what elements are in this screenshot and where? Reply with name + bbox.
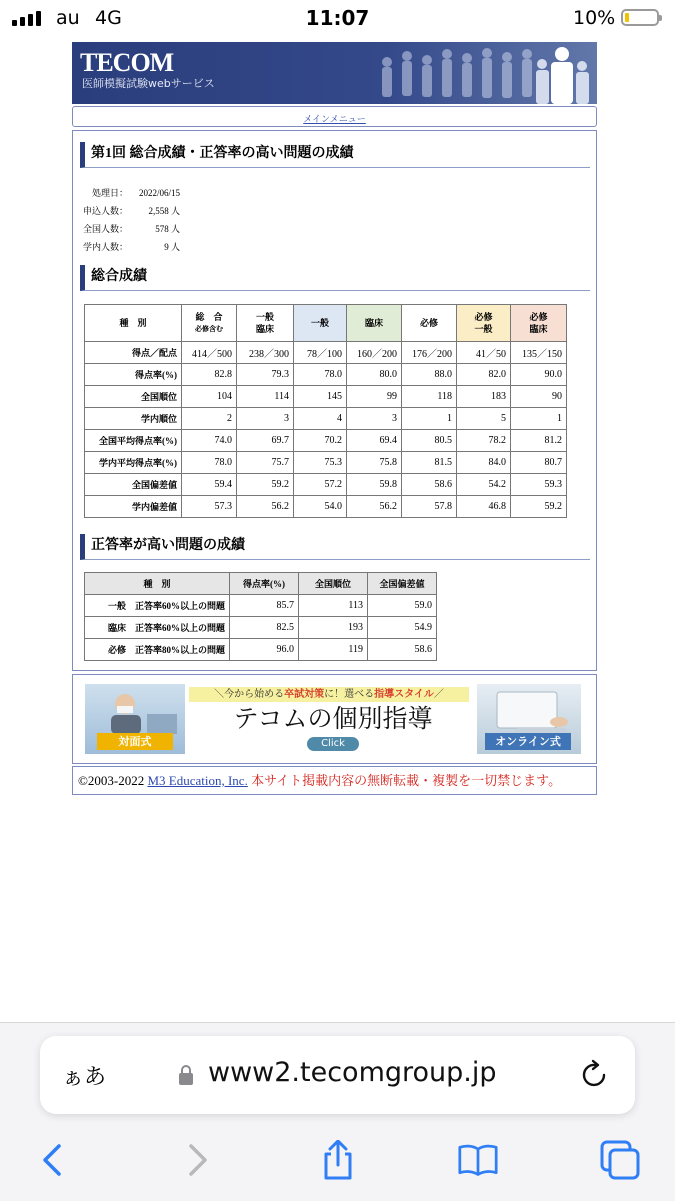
table-cell: 183 [457, 386, 511, 408]
table-cell: 56.2 [237, 496, 294, 518]
online-photo [477, 684, 581, 754]
row-label: 得点／配点 [85, 342, 182, 364]
table-cell: 58.6 [368, 639, 437, 661]
table-cell: 78.0 [182, 452, 237, 474]
table-row [85, 386, 567, 408]
column-header-line2: 臨床 [529, 324, 548, 334]
company-link[interactable]: M3 Education, Inc. [147, 773, 248, 788]
overall-results-table [84, 304, 567, 518]
column-header [294, 305, 347, 342]
in-person-tag: 対面式 [97, 733, 173, 750]
column-header-line2: 臨床 [255, 324, 274, 334]
table-cell: 59.2 [237, 474, 294, 496]
row-label: 得点率(%) [85, 364, 182, 386]
table-cell: 59.2 [511, 496, 567, 518]
table-cell: 80.0 [347, 364, 402, 386]
table-row [85, 342, 567, 364]
column-header-line1: 必修 [529, 312, 548, 322]
table-row [85, 595, 437, 617]
column-header: 種 別 [85, 573, 230, 595]
column-header [182, 305, 237, 342]
table-cell: 75.3 [294, 452, 347, 474]
table-cell: 90 [511, 386, 567, 408]
tutor-illustration [85, 684, 185, 734]
info-row [80, 220, 180, 238]
clock: 11:07 [305, 6, 370, 30]
table-row [85, 364, 567, 386]
share-icon[interactable] [318, 1140, 358, 1180]
table-cell: 3 [347, 408, 402, 430]
table-cell: 88.0 [402, 364, 457, 386]
table-cell: 54.0 [294, 496, 347, 518]
ad-tagline-em2: 指導スタイル [374, 689, 434, 700]
high-rate-section-title: 正答率が高い問題の成績 [80, 534, 590, 560]
table-cell: 59.4 [182, 474, 237, 496]
column-header [237, 305, 294, 342]
overall-section-title: 総合成績 [80, 265, 590, 291]
table-cell: 96.0 [230, 639, 299, 661]
table-cell: 114 [237, 386, 294, 408]
table-cell: 80.5 [402, 430, 457, 452]
table-row [85, 430, 567, 452]
ad-tagline-pre: ＼今から始める [214, 689, 285, 700]
copyright-notice: 本サイト掲載内容の無断転載・複製を一切禁じます。 [247, 773, 562, 788]
column-header: 全国偏差値 [368, 573, 437, 595]
info-row [80, 184, 180, 202]
table-cell: 238／300 [237, 342, 294, 364]
table-cell: 5 [457, 408, 511, 430]
table-cell: 78.0 [294, 364, 347, 386]
info-row [80, 238, 180, 256]
column-header: 得点率(%) [230, 573, 299, 595]
info-value: 578 人 [155, 224, 180, 234]
table-cell: 59.3 [511, 474, 567, 496]
tabs-icon[interactable] [600, 1140, 640, 1180]
table-cell: 57.2 [294, 474, 347, 496]
ad-tagline-mid: に！選べる [324, 689, 375, 700]
address-bar[interactable] [40, 1036, 635, 1114]
footer [72, 766, 597, 795]
page-title: 第1回 総合成績・正答率の高い問題の成績 [80, 142, 590, 168]
column-header: 種 別 [85, 305, 182, 342]
forward-icon[interactable] [178, 1140, 218, 1180]
info-value: 9 人 [164, 242, 180, 252]
table-cell: 41／50 [457, 342, 511, 364]
table-cell: 1 [402, 408, 457, 430]
row-label: 全国平均得点率(%) [85, 430, 182, 452]
bookmarks-icon[interactable] [458, 1140, 498, 1180]
row-label: 全国偏差値 [85, 474, 182, 496]
main-menu-link[interactable]: メインメニュー [303, 115, 366, 125]
column-header-line1: 一般 [310, 318, 329, 328]
table-cell: 59.0 [368, 595, 437, 617]
info-label: 全国人数： [82, 224, 128, 234]
table-cell: 119 [299, 639, 368, 661]
site-logo: TECOM [80, 48, 174, 77]
info-label: 申込人数： [82, 206, 128, 216]
info-label: 処理日： [91, 188, 128, 198]
column-header [457, 305, 511, 342]
menu-bar [72, 106, 597, 127]
table-header-row [85, 305, 567, 342]
table-cell: 135／150 [511, 342, 567, 364]
table-cell: 69.4 [347, 430, 402, 452]
network-label: 4G [95, 7, 122, 29]
table-cell: 70.2 [294, 430, 347, 452]
ad-tagline [189, 687, 469, 702]
info-value: 2,558 人 [148, 206, 180, 216]
column-header [402, 305, 457, 342]
table-cell: 81.5 [402, 452, 457, 474]
table-row [85, 408, 567, 430]
table-cell: 82.0 [457, 364, 511, 386]
column-header-line1: 必修 [419, 318, 438, 328]
row-label: 学内平均得点率(%) [85, 452, 182, 474]
table-cell: 82.8 [182, 364, 237, 386]
site-subtitle: 医師模擬試験webサービス [82, 77, 215, 90]
exam-info [80, 184, 180, 256]
table-header-row [85, 573, 437, 595]
carrier-label: au [56, 7, 80, 29]
table-cell: 58.6 [402, 474, 457, 496]
battery-icon [621, 9, 659, 26]
table-cell: 4 [294, 408, 347, 430]
table-cell: 74.0 [182, 430, 237, 452]
table-cell: 81.2 [511, 430, 567, 452]
ad-headline: テコムの個別指導 [233, 704, 433, 733]
table-row [85, 617, 437, 639]
column-header-line1: 総 合 [195, 312, 223, 322]
column-header-line2: 必修含む [195, 325, 223, 333]
table-cell: 160／200 [347, 342, 402, 364]
table-cell: 69.7 [237, 430, 294, 452]
table-cell: 82.5 [230, 617, 299, 639]
table-cell: 99 [347, 386, 402, 408]
lock-icon [178, 1064, 194, 1086]
ad-tagline-em1: 卒試対策 [284, 689, 325, 700]
table-cell: 1 [511, 408, 567, 430]
column-header-line1: 必修 [474, 312, 493, 322]
table-row [85, 639, 437, 661]
row-label: 臨床 正答率60%以上の問題 [85, 617, 230, 639]
reader-options-button[interactable]: ぁあ [62, 1065, 107, 1090]
column-header [511, 305, 567, 342]
table-cell: 54.9 [368, 617, 437, 639]
high-rate-table [84, 572, 437, 661]
table-cell: 90.0 [511, 364, 567, 386]
column-header [347, 305, 402, 342]
row-label: 全国順位 [85, 386, 182, 408]
table-cell: 118 [402, 386, 457, 408]
tutoring-ad-banner[interactable] [85, 684, 581, 754]
ad-click-button[interactable]: Click [307, 737, 359, 751]
row-label: 学内偏差値 [85, 496, 182, 518]
table-cell: 84.0 [457, 452, 511, 474]
table-cell: 2 [182, 408, 237, 430]
row-label: 学内順位 [85, 408, 182, 430]
column-header-line1: 臨床 [364, 318, 383, 328]
crowd-illustration [367, 42, 597, 104]
row-label: 一般 正答率60%以上の問題 [85, 595, 230, 617]
table-cell: 57.8 [402, 496, 457, 518]
info-row [80, 202, 180, 220]
info-label: 学内人数： [82, 242, 128, 252]
table-cell: 414／500 [182, 342, 237, 364]
reload-icon[interactable] [580, 1059, 610, 1091]
column-header: 全国順位 [299, 573, 368, 595]
table-cell: 75.7 [237, 452, 294, 474]
site-banner[interactable] [72, 42, 597, 104]
status-bar [0, 0, 675, 38]
table-cell: 104 [182, 386, 237, 408]
copyright-text: ©2003-2022 [78, 773, 148, 788]
in-person-photo [85, 684, 185, 754]
back-icon[interactable] [32, 1140, 72, 1180]
table-cell: 79.3 [237, 364, 294, 386]
table-cell: 54.2 [457, 474, 511, 496]
table-cell: 78.2 [457, 430, 511, 452]
table-cell: 113 [299, 595, 368, 617]
table-cell: 78／100 [294, 342, 347, 364]
table-row [85, 496, 567, 518]
ad-tagline-post: ／ [433, 689, 444, 700]
table-cell: 193 [299, 617, 368, 639]
laptop-illustration [477, 684, 581, 734]
table-row [85, 452, 567, 474]
table-row [85, 474, 567, 496]
table-cell: 46.8 [457, 496, 511, 518]
url-text[interactable]: www2.tecomgroup.jp [208, 1057, 497, 1088]
table-cell: 80.7 [511, 452, 567, 474]
battery-percent: 10% [573, 7, 616, 29]
column-header-line1: 一般 [255, 312, 274, 322]
table-cell: 176／200 [402, 342, 457, 364]
table-cell: 59.8 [347, 474, 402, 496]
table-cell: 57.3 [182, 496, 237, 518]
table-cell: 85.7 [230, 595, 299, 617]
row-label: 必修 正答率80%以上の問題 [85, 639, 230, 661]
table-cell: 75.8 [347, 452, 402, 474]
online-tag: オンライン式 [485, 733, 571, 750]
column-header-line2: 一般 [474, 324, 493, 334]
table-cell: 3 [237, 408, 294, 430]
table-cell: 56.2 [347, 496, 402, 518]
info-value: 2022/06/15 [138, 188, 180, 198]
table-cell: 145 [294, 386, 347, 408]
